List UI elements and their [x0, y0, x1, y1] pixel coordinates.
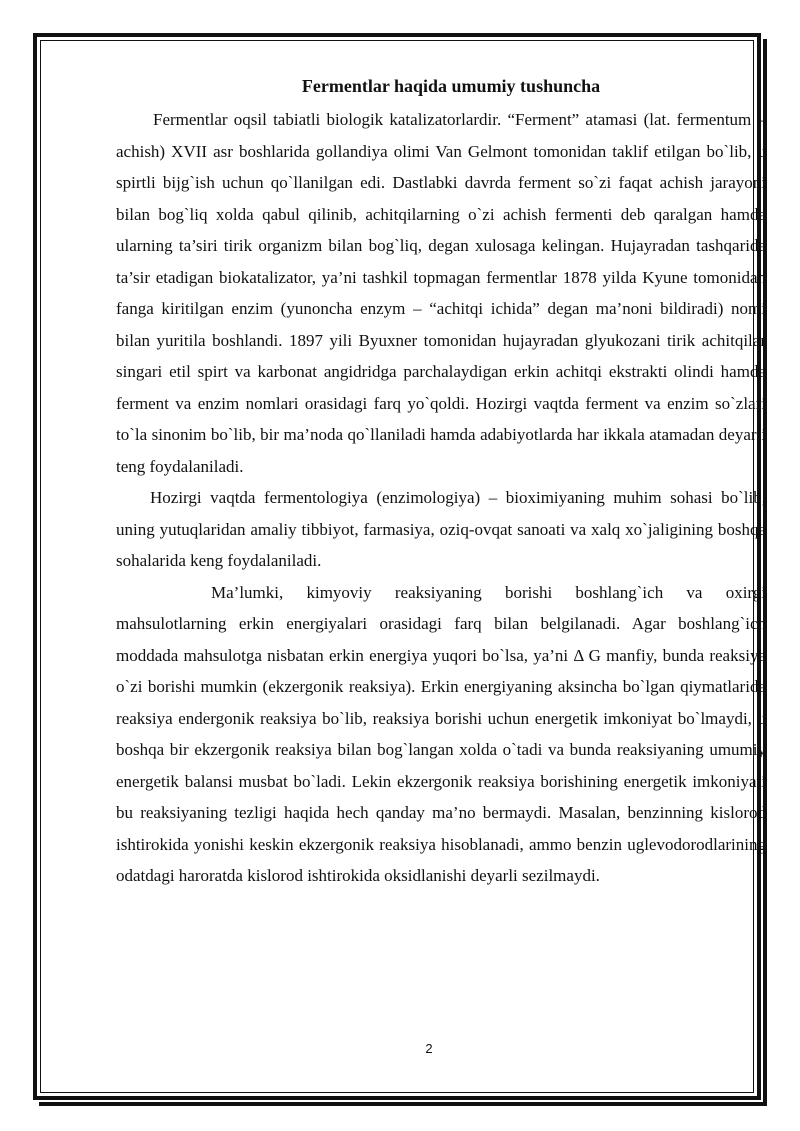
- document-title: Fermentlar haqida umumiy tushuncha: [301, 76, 601, 96]
- paragraph-1: Fermentlar oqsil tabiatli biologik katalizatorlardir. “Ferment” atamasi (lat. fermentum – achish) XVII asr boshlarida gollandiya olimi Van Gelmont tomonidan taklif etilgan bo`lib, u spirtli bijg`ish uchun qo`llanilgan edi. Dastlabki davrda ferment so`zi faqat achish jarayoni bilan bog`liq xolda qabul qilinib, achitqilarning o`zi achish fermenti deb qaralgan hamda ularning ta’siri tirik organizm bilan bog`liq, degan xulosaga kelingan. Hujayradan tashqarida ta’sir etadigan biokatalizator, ya’ni tashkil topmagan fermentlar 1878 yilda Kyune tomonidan fanga kiritilgan enzim (yunoncha enzym – “achitqi ichida” degan ma’noni bildiradi) nomi bilan yuritila boshlandi. 1897 yili Byuxner tomonidan hujayradan glyukozani tirik achitqilar singari etil spirt va karbonat angidridga parchalaydigan erkin achitqi ekstrakti olindi hamda ferment va enzim nomlari orasidagi farq yo`qoldi. Hozirgi vaqtda ferment va enzim so`zlari to`la sinonim bo`lib, bir ma’noda qo`llaniladi hamda adabiyotlarda har ikkala atamadan deyarli teng foydalaniladi.: [116, 110, 766, 476]
- paragraph-2: Hozirgi vaqtda fermentologiya (enzimologiya) – bioximiyaning muhim sohasi bo`lib, uning yutuqlaridan amaliy tibbiyot, farmasiya, oziq-ovqat sanoati va xalq xo`jaligining boshqa sohalarida keng foydalaniladi.: [116, 488, 766, 570]
- paragraph-3: Ma’lumki, kimyoviy reaksiyaning borishi boshlang`ich va oxirgi mahsulotlarning erkin energiyalari orasidagi farq bilan belgilanadi. Agar boshlang`ich moddada mahsulotga nisbatan erkin energiya yuqori bo`lsa, ya’ni Δ G manfiy, bunda reaksiya o`zi borishi mumkin (ekzergonik reaksiya). Erkin energiyaning aksincha bo`lgan qiymatlarida reaksiya endergonik reaksiya bo`lib, reaksiya borishi uchun energetik imkoniyat bo`lmaydi, u boshqa bir ekzergonik reaksiya bilan bog`langan xolda o`tadi va bunda reaksiyaning umumiy energetik balansi musbat bo`ladi. Lekin ekzergonik reaksiya borishining energetik imkoniyati bu reaksiyaning tezligi haqida hech qanday ma’no bermaydi. Masalan, benzinning kislorod ishtirokida yonishi keskin ekzergonik reaksiya hisoblanadi, ammo benzin uglevodorodlarining odatdagi haroratda kislorod ishtirokida oksidlanishi deyarli sezilmaydi.: [116, 582, 766, 885]
- page-number: 2: [425, 1041, 433, 1056]
- document-body: [116, 74, 766, 892]
